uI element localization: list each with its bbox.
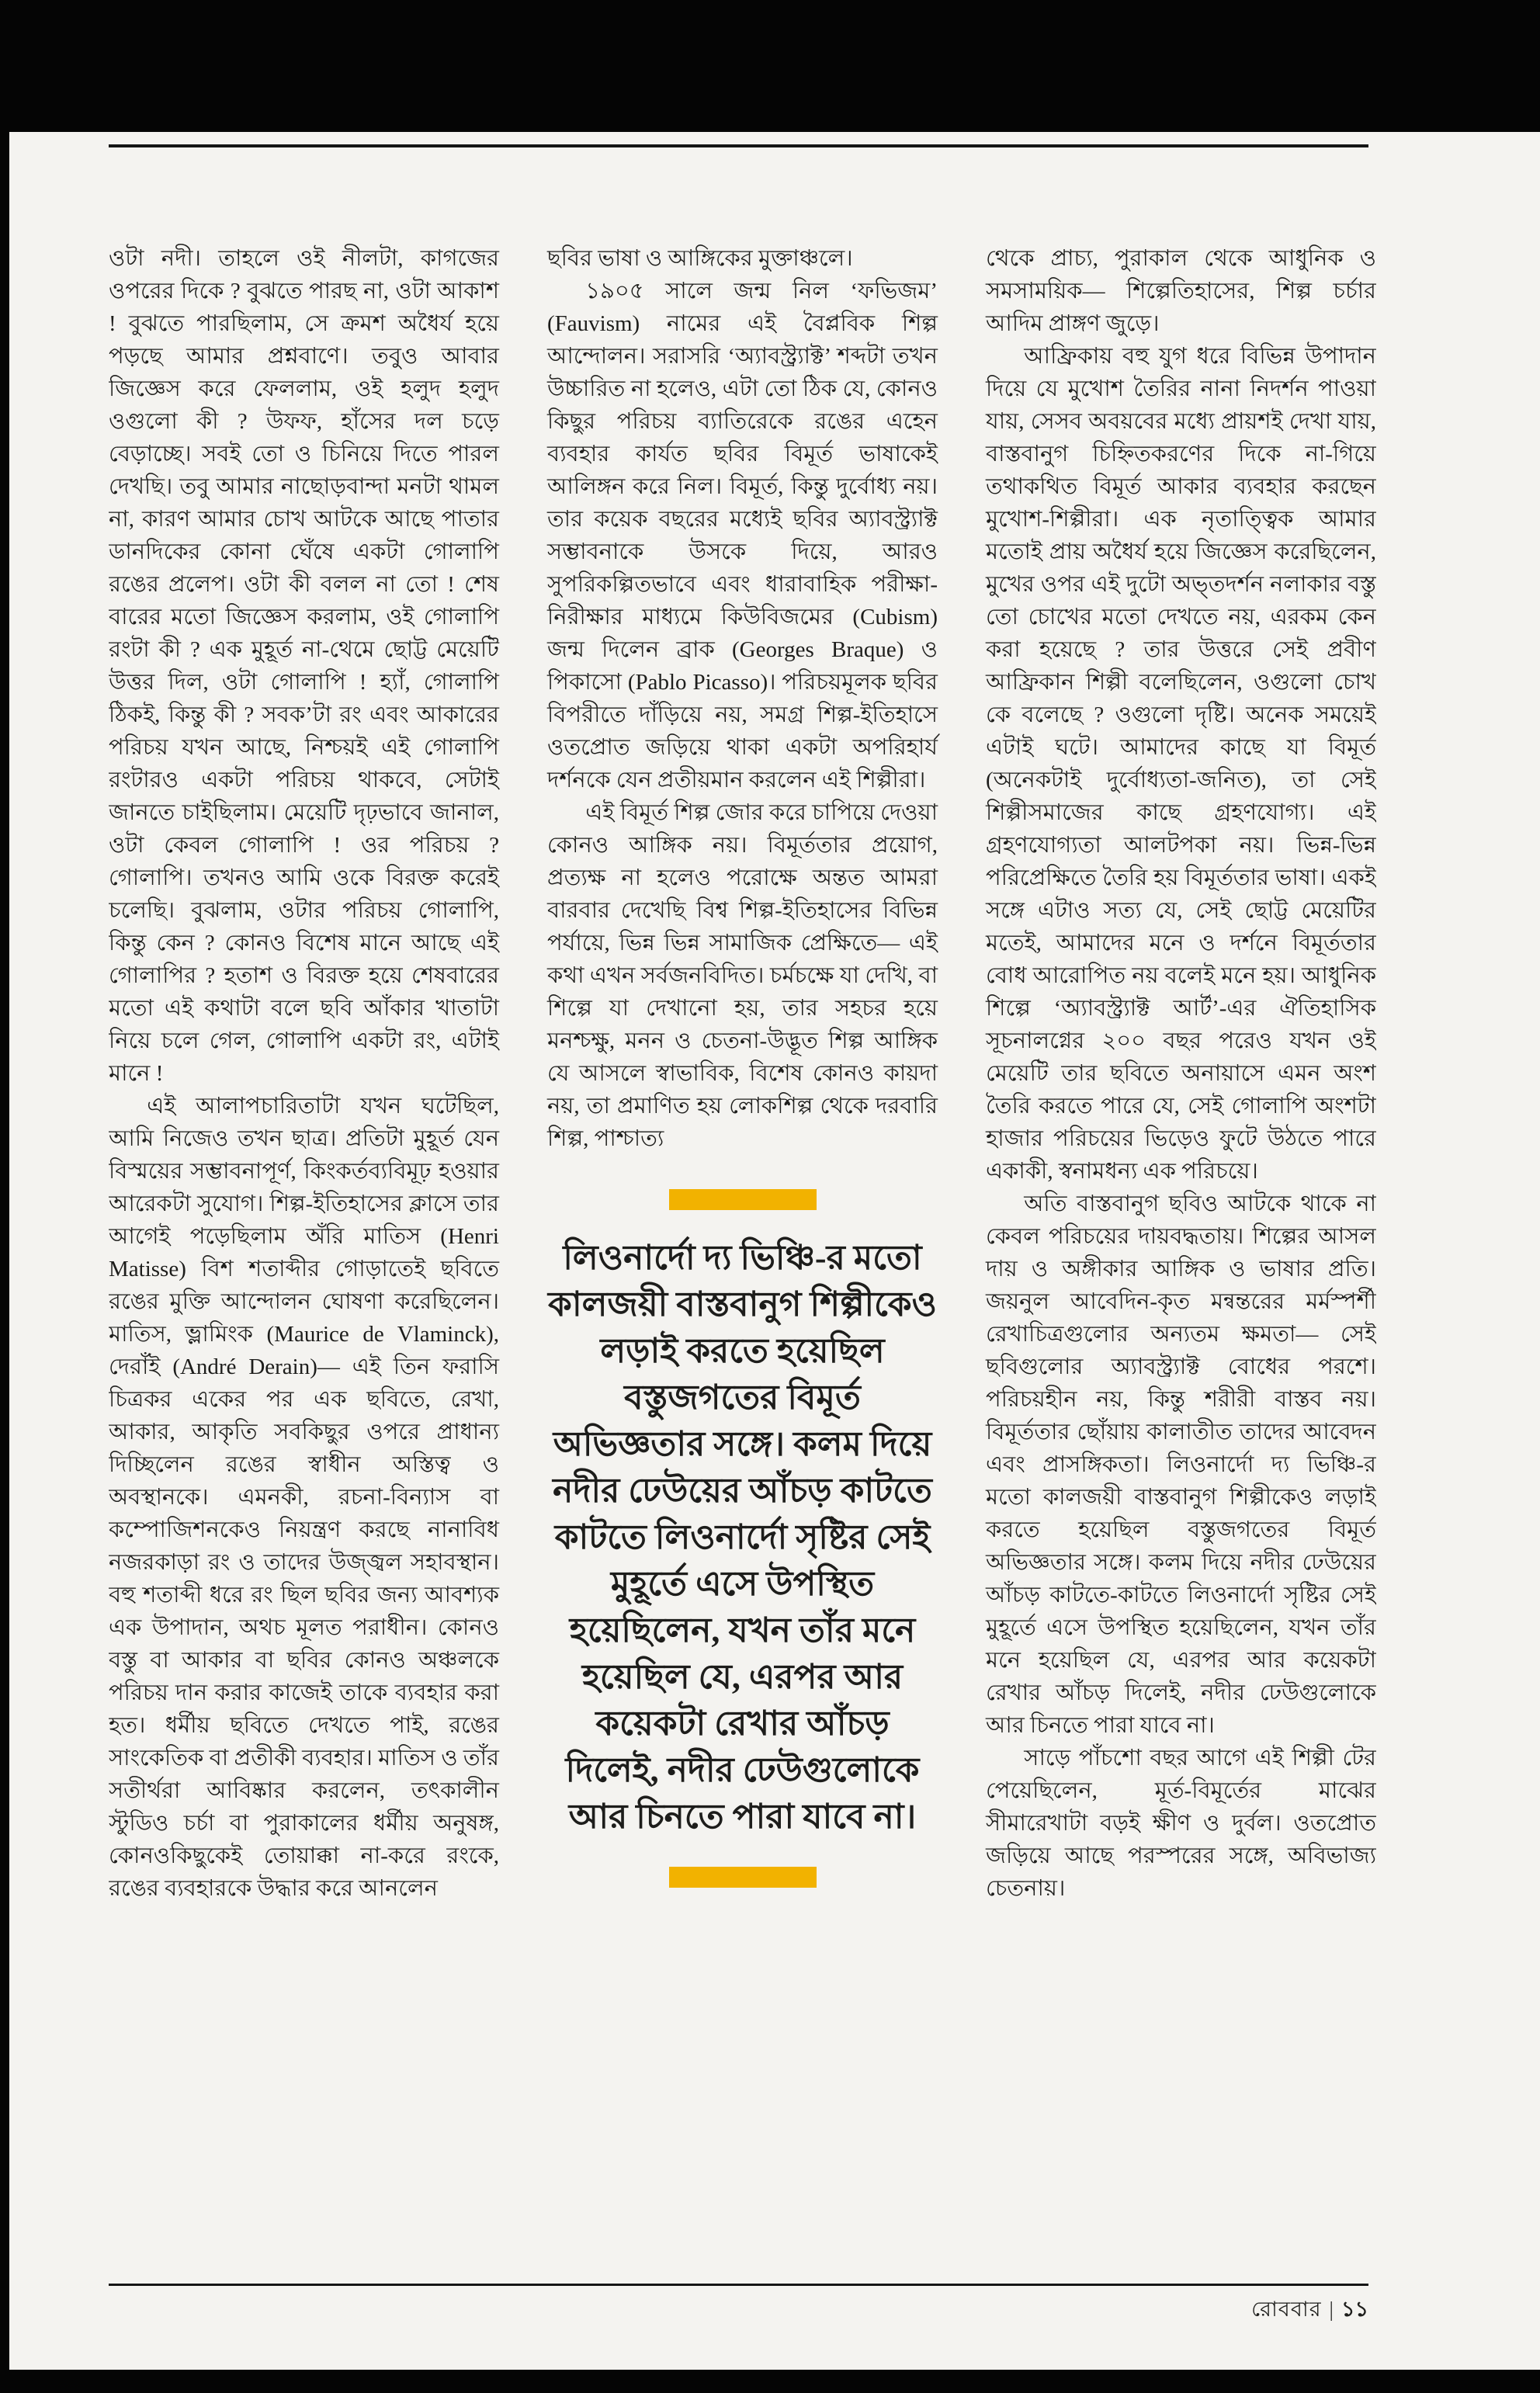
paragraph: অতি বাস্তবানুগ ছবিও আটকে থাকে না কেবল পরিচয়ের দায়বদ্ধতায়। শিল্পের আসল দায় ও অঙ্গীকার আঙ্গিক ও ভাষার প্রতি। জয়নুল আবেদিন-কৃত মন্বন্তরের মর্মস্পর্শী রেখাচিত্রগুলোর অন্যতম ক্ষমতা— সেই ছবিগুলোর অ্যাবস্ট্র্যাক্ট বোধের পরশে। পরিচয়হীন নয়, কিন্তু শরীরী বাস্তব নয়। বিমূর্ততার ছোঁয়ায় কালাতীত তাদের আবেদন এবং প্রাসঙ্গিকতা। লিওনার্দো দ্য ভিঞ্চি-র মতো কালজয়ী বাস্তবানুগ শিল্পীকেও লড়াই করতে হয়েছিল বস্তুজগতের বিমূর্ত অভিজ্ঞতার সঙ্গে। কলম দিয়ে নদীর ঢেউয়ের আঁচড় কাটতে-কাটতে লিওনার্দো সৃষ্টির সেই মুহূর্তে এসে উপস্থিত হয়েছিলেন, যখন তাঁর মনে হয়েছিল যে, এরপর আর কয়েকটা রেখার আঁচড় দিলেই, নদীর ঢেউগুলোকে আর চিনতে পারা যাবে না। [986,1191,1376,1738]
pull-quote-accent-bar-top [669,1189,817,1210]
paragraph: ছবির ভাষা ও আঙ্গিকের মুক্তাঞ্চলে। [547,246,853,271]
paragraph: এই বিমূর্ত শিল্প জোর করে চাপিয়ে দেওয়া কোনও আঙ্গিক নয়। বিমূর্ততার প্রয়োগ, প্রত্যক্ষ না হলেও পরোক্ষে অন্তত আমরা বারবার দেখেছি বিশ্ব শিল্প-ইতিহাসের বিভিন্ন পর্যায়ে, ভিন্ন ভিন্ন সামাজিক প্রেক্ষিতে— এই কথা এখন সর্বজনবিদিত। চর্মচক্ষে যা দেখি, বা শিল্পে যা দেখানো হয়, তার সহচর হয়ে মনশ্চক্ষু, মনন ও চেতনা-উদ্ভূত শিল্প আঙ্গিক যে আসলে স্বাভাবিক, বিশেষ কোনও কায়দা নয়, তা প্রমাণিত হয় লোকশিল্প থেকে দরবারি শিল্প, পাশ্চাত্য [547,800,938,1151]
paragraph: সাড়ে পাঁচশো বছর আগে এই শিল্পী টের পেয়েছিলেন, মূর্ত-বিমূর্তের মাঝের সীমারেখাটা বড়ই ক্ষীণ ও দুর্বল। ওতপ্রোত জড়িয়ে আছে পরস্পরের সঙ্গে, অবিভাজ্য চেতনায়। [986,1746,1376,1901]
paragraph: ১৯০৫ সালে জন্ম নিল ‘ফভিজম’ (Fauvism) নামের এই বৈপ্লবিক শিল্প আন্দোলন। সরাসরি ‘অ্যাবস্ট্র্যাক্ট’ শব্দটা তখন উচ্চারিত না হলেও, এটা তো ঠিক যে, কোনও কিছুর পরিচয় ব্যাতিরেকে রঙের এহেন ব্যবহার কার্যত ছবির বিমূর্ত ভাষাকেই আলিঙ্গন করে নিল। বিমূর্ত, কিন্তু দুর্বোধ্য নয়। তার কয়েক বছরের মধ্যেই ছবির অ্যাবস্ট্র্যাক্ট সম্ভাবনাকে উসকে দিয়ে, আরও সুপরিকল্পিতভাবে এবং ধারাবাহিক পরীক্ষা-নিরীক্ষার মাধ্যমে কিউবিজমের (Cubism) জন্ম দিলেন ব্রাক (Georges Braque) ও পিকাসো (Pablo Picasso)। পরিচয়মূলক ছবির বিপরীতে দাঁড়িয়ে নয়, সমগ্র শিল্প-ইতিহাসে ওতপ্রোত জড়িয়ে থাকা একটা অপরিহার্য দর্শনকে যেন প্রতীয়মান করলেন এই শিল্পীরা। [547,279,938,792]
scan-border-left [0,0,9,2393]
magazine-name: রোববার [1251,2298,1322,2321]
scan-border-bottom [0,2370,1540,2393]
page-number: ১১ [1341,2298,1368,2321]
text-column-3 [986,242,1376,2280]
paragraph: থেকে প্রাচ্য, পুরাকাল থেকে আধুনিক ও সমসাময়িক— শিল্পেতিহাসের, শিল্প চর্চার আদিম প্রাঙ্গণ জুড়ে। [986,246,1376,336]
page-footer [109,2296,1368,2322]
text-column-1 [109,242,499,2280]
article-body [109,242,1376,2280]
scan-border-top [0,0,1540,132]
footer-rule [109,2284,1368,2286]
text-column-2 [547,242,938,2280]
pull-quote-text: লিওনার্দো দ্য ভিঞ্চি-র মতো কালজয়ী বাস্তবানুগ শিল্পীকেও লড়াই করতে হয়েছিল বস্তুজগতের বিমূর্ত অভিজ্ঞতার সঙ্গে। কলম দিয়ে নদীর ঢেউয়ের আঁচড় কাটতে কাটতে লিওনার্দো সৃষ্টির সেই মুহূর্তে এসে উপস্থিত হয়েছিলেন, যখন তাঁর মনে হয়েছিল যে, এরপর আর কয়েকটা রেখার আঁচড় দিলেই, নদীর ঢেউগুলোকে আর চিনতে পারা যাবে না। [548,1239,937,1836]
paragraph: এই আলাপচারিতাটা যখন ঘটেছিল, আমি নিজেও তখন ছাত্র। প্রতিটা মুহূর্ত যেন বিস্ময়ের সম্ভাবনাপূর্ণ, কিংকর্তব্যবিমূঢ় হওয়ার আরেকটা সুযোগ। শিল্প-ইতিহাসের ক্লাসে তার আগেই পড়েছিলাম অঁরি মাতিস (Henri Matisse) বিশ শতাব্দীর গোড়াতেই ছবিতে রঙের মুক্তি আন্দোলন ঘোষণা করেছিলেন। মাতিস, ভ্লামিংক (Maurice de Vlaminck), দেরাঁই (André Derain)— এই তিন ফরাসি চিত্রকর একের পর এক ছবিতে, রেখা, আকার, আকৃতি সবকিছুর ওপরে প্রাধান্য দিচ্ছিলেন রঙের স্বাধীন অস্তিত্ব ও অবস্থানকে। এমনকী, রচনা-বিন্যাস বা কম্পোজিশনকেও নিয়ন্ত্রণ করছে নানাবিধ নজরকাড়া রং ও তাদের উজ্জ্বল সহাবস্থান। বহু শতাব্দী ধরে রং ছিল ছবির জন্য আবশ্যক এক উপাদান, অথচ মূলত পরাধীন। কোনও বস্তু বা আকার বা ছবির কোনও অঞ্চলকে পরিচয় দান করার কাজেই তাকে ব্যবহার করা হত। ধর্মীয় ছবিতে দেখতে পাই, রঙের সাংকেতিক বা প্রতীকী ব্যবহার। মাতিস ও তাঁর সতীর্থরা আবিষ্কার করলেন, তৎকালীন স্টুডিও চর্চা বা পুরাকালের ধর্মীয় অনুষঙ্গ, কোনওকিছুকেই তোয়াক্কা না-করে রংকে, রঙের ব্যবহারকে উদ্ধার করে আনলেন [109,1094,499,1901]
footer-separator: | [1329,2298,1334,2321]
header-rule [109,144,1368,147]
pull-quote-accent-bar-bottom [669,1867,817,1888]
pull-quote [547,1189,938,1888]
paragraph: ওটা নদী। তাহলে ওই নীলটা, কাগজের ওপরের দিকে ? বুঝতে পারছ না, ওটা আকাশ ! বুঝতে পারছিলাম, সে ক্রমশ অধৈর্য হয়ে পড়ছে আমার প্রশ্নবাণে। তবুও আবার জিজ্ঞেস করে ফেললাম, ওই হলুদ হলুদ ওগুলো কী ? উফফ, হাঁসের দল চড়ে বেড়াচ্ছে। সবই তো ও চিনিয়ে দিতে পারল দেখছি। তবু আমার নাছোড়বান্দা মনটা থামল না, কারণ আমার চোখ আটকে আছে পাতার ডানদিকের কোনা ঘেঁষে একটা গোলাপি রঙের প্রলেপ। ওটা কী বলল না তো ! শেষ বারের মতো জিজ্ঞেস করলাম, ওই গোলাপি রংটা কী ? এক মুহূর্ত না-থেমে ছোট্ট মেয়েটি উত্তর দিল, ওটা গোলাপি ! হ্যাঁ, গোলাপি ঠিকই, কিন্তু কী ? সবক’টা রং এবং আকারের পরিচয় যখন আছে, নিশ্চয়ই এই গোলাপি রংটারও একটা পরিচয় থাকবে, সেটাই জানতে চাইছিলাম। মেয়েটি দৃঢ়ভাবে জানাল, ওটা কেবল গোলাপি ! ওর পরিচয় ? গোলাপি। তখনও আমি ওকে বিরক্ত করেই চলেছি। বুঝলাম, ওটার পরিচয় গোলাপি, কিন্তু কেন ? কোনও বিশেষ মানে আছে এই গোলাপির ? হতাশ ও বিরক্ত হয়ে শেষবারের মতো এই কথাটা বলে ছবি আঁকার খাতাটা নিয়ে চলে গেল, গোলাপি একটা রং, এটাই মানে ! [109,246,499,1086]
paragraph: আফ্রিকায় বহু যুগ ধরে বিভিন্ন উপাদান দিয়ে যে মুখোশ তৈরির নানা নিদর্শন পাওয়া যায়, সেসব অবয়বের মধ্যে প্রায়শই দেখা যায়, বাস্তবানুগ চিহ্নিতকরণের দিকে না-গিয়ে তথাকথিত বিমূর্ত আকার ব্যবহার করছেন মুখোশ-শিল্পীরা। এক নৃতাত্ত্বিক আমার মতোই প্রায় অধৈর্য হয়ে জিজ্ঞেস করেছিলেন, মুখের ওপর এই দুটো অভ্তদর্শন নলাকার বস্তু তো চোখের মতো দেখতে নয়, এরকম কেন করা হয়েছে ? তার উত্তরে সেই প্রবীণ আফ্রিকান শিল্পী বলেছিলেন, ওগুলো চোখ কে বলেছে ? ওগুলো দৃষ্টি। অনেক সময়েই এটাই ঘটে। আমাদের কাছে যা বিমূর্ত (অনেকটাই দুর্বোধ্যতা-জনিত), তা সেই শিল্পীসমাজের কাছে গ্রহণযোগ্য। এই গ্রহণযোগ্যতা আলটপকা নয়। ভিন্ন-ভিন্ন পরিপ্রেক্ষিতে তৈরি হয় বিমূর্ততার ভাষা। একই সঙ্গে এটাও সত্য যে, সেই ছোট্ট মেয়েটির মতেই, আমাদের মনে ও দর্শনে বিমূর্ততার বোধ আরোপিত নয় বলেই মনে হয়। আধুনিক শিল্পে ‘অ্যাবস্ট্র্যাক্ট আর্ট’-এর ঐতিহাসিক সূচনালগ্নের ২০০ বছর পরেও যখন ওই মেয়েটি তার ছবিতে অনায়াসে এমন অংশ তৈরি করতে পারে যে, সেই গোলাপি অংশটা হাজার পরিচয়ের ভিড়েও ফুটে উঠতে পারে একাকী, স্বনামধন্য এক পরিচয়ে। [986,344,1376,1184]
